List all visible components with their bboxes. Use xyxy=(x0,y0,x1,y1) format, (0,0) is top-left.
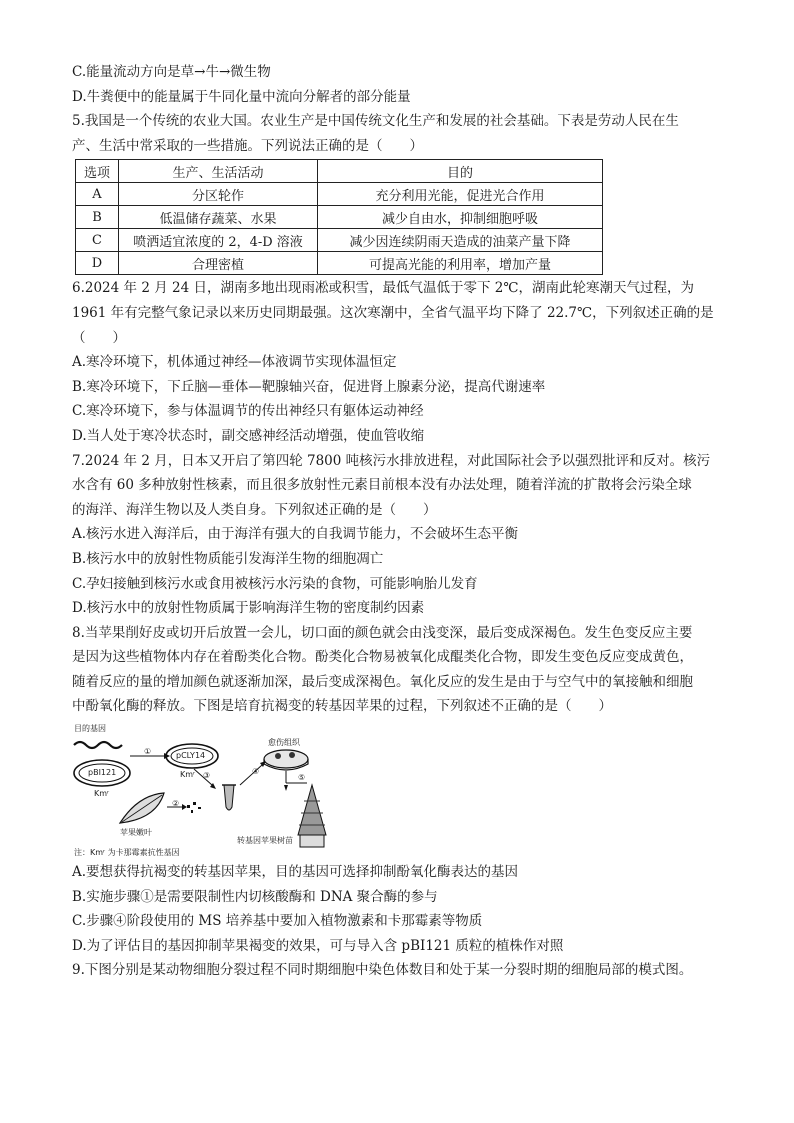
table-cell: B xyxy=(76,206,119,229)
table-cell: 低温储存蔬菜、水果 xyxy=(119,206,318,229)
question-stem: 8.当苹果削好皮或切开后放置一会儿，切口面的颜色就会由浅变深，最后变成深褐色。发生色变反应主要 xyxy=(72,624,693,641)
figure-note: 注：Kmʳ 为卡那霉素抗性基因 xyxy=(74,848,180,858)
transgenic-apple-figure xyxy=(72,723,332,858)
option-line: A.核污水进入海洋后，由于海洋有强大的自我调节能力，不会破坏生态平衡 xyxy=(72,526,519,543)
table-row xyxy=(76,183,603,206)
option-line: D.为了评估目的基因抑制苹果褐变的效果，可与导入含 pBI121 质粒的植株作对照 xyxy=(72,937,564,954)
question-stem: 5.我国是一个传统的农业大国。农业生产是中国传统文化生产和发展的社会基础。下表是劳动人民在生 xyxy=(72,113,679,130)
table-header: 生产、生活活动 xyxy=(119,160,318,183)
question-stem: 产、生活中常采取的一些措施。下列说法正确的是（ ） xyxy=(72,137,423,154)
option-line: C.寒冷环境下，参与体温调节的传出神经只有躯体运动神经 xyxy=(72,403,424,420)
measures-table xyxy=(75,159,603,275)
table-cell: 减少自由水，抑制细胞呼吸 xyxy=(318,206,603,229)
question-stem: 随着反应的量的增加颜色就逐渐加深，最后变成深褐色。氧化反应的发生是由于与空气中的氧接触和细胞 xyxy=(72,673,693,690)
question-stem: 6.2024 年 2 月 24 日，湖南多地出现雨凇或积雪，最低气温低于零下 2℃，湖南此轮寒潮天气过程，为 xyxy=(72,280,694,297)
question-stem: 9.下图分别是某动物细胞分裂过程不同时期细胞中染色体数目和处于某一分裂时期的细胞局部的模式图。 xyxy=(72,962,693,979)
table-cell: 分区轮作 xyxy=(119,183,318,206)
option-line: D.牛粪便中的能量属于牛同化量中流向分解者的部分能量 xyxy=(72,88,411,105)
option-line: B.寒冷环境下，下丘脑—垂体—靶腺轴兴奋，促进肾上腺素分泌，提高代谢速率 xyxy=(72,378,546,395)
table-cell: 减少因连续阴雨天造成的油菜产量下降 xyxy=(318,229,603,252)
option-line: A.寒冷环境下，机体通过神经—体液调节实现体温恒定 xyxy=(72,354,397,371)
table-cell: 充分利用光能，促进光合作用 xyxy=(318,183,603,206)
option-line: C.步骤④阶段使用的 MS 培养基中要加入植物激素和卡那霉素等物质 xyxy=(72,913,483,930)
step-label: ③ xyxy=(203,771,211,781)
question-stem: 中酚氧化酶的释放。下图是培育抗褐变的转基因苹果的过程，下列叙述不正确的是（ ） xyxy=(72,698,612,715)
target-gene-label: 目的基因 xyxy=(74,724,106,734)
option-line: D.核污水中的放射性物质属于影响海洋生物的密度制约因素 xyxy=(72,600,425,617)
question-stem: 的海洋、海洋生物以及人类自身。下列叙述正确的是（ ） xyxy=(72,501,437,518)
option-line: D.当人处于寒冷状态时，副交感神经活动增强，使血管收缩 xyxy=(72,427,425,444)
option-line: A.要想获得抗褐变的转基因苹果，目的基因可选择抑制酚氧化酶表达的基因 xyxy=(72,864,519,881)
marker-label: Kmʳ xyxy=(180,770,196,780)
step-label: ④ xyxy=(252,767,260,777)
step-label: ⑤ xyxy=(298,773,306,783)
plasmid-label: pBI121 xyxy=(88,768,117,778)
plasmid-label: pCLY14 xyxy=(176,751,206,761)
question-stem: 1961 年有完整气象记录以来历史同期最强。这次寒潮中，全省气温平均下降了 22.7℃，下列叙述正确的是 xyxy=(72,304,714,321)
table-cell: D xyxy=(76,252,119,275)
table-header: 选项 xyxy=(76,160,119,183)
table-cell: A xyxy=(76,183,119,206)
option-line: B.核污水中的放射性物质能引发海洋生物的细胞凋亡 xyxy=(72,550,384,567)
seedling-label: 转基因苹果树苗 xyxy=(237,836,293,846)
marker-label: Kmʳ xyxy=(94,789,110,799)
exam-page xyxy=(72,60,722,983)
step-label: ① xyxy=(144,747,152,757)
leaf-label: 苹果嫩叶 xyxy=(120,828,152,838)
table-header-row xyxy=(76,160,603,183)
table-row xyxy=(76,252,603,275)
option-line: C.能量流动方向是草→牛→微生物 xyxy=(72,64,271,80)
callus-label: 愈伤组织 xyxy=(268,738,300,748)
question-stem: 是因为这些植物体内存在着酚类化合物。酚类化合物易被氧化成醌类化合物，即发生变色反应变成黄色， xyxy=(72,649,693,666)
table-cell: 可提高光能的利用率，增加产量 xyxy=(318,252,603,275)
option-line: C.孕妇接触到核污水或食用被核污水污染的食物，可能影响胎儿发育 xyxy=(72,575,478,592)
question-stem: （ ） xyxy=(72,329,126,346)
table-row xyxy=(76,206,603,229)
step-label: ② xyxy=(172,799,180,809)
option-line: B.实施步骤①是需要限制性内切核酸酶和 DNA 聚合酶的参与 xyxy=(72,888,438,905)
table-header: 目的 xyxy=(318,160,603,183)
question-stem: 7.2024 年 2 月，日本又开启了第四轮 7800 吨核污水排放进程，对此国际社会予以强烈批评和反对。核污 xyxy=(72,452,711,469)
table-row xyxy=(76,229,603,252)
table-cell: C xyxy=(76,229,119,252)
table-cell: 喷洒适宜浓度的 2，4-D 溶液 xyxy=(119,229,318,252)
question-stem: 水含有 60 多种放射性核素，而且很多放射性元素目前根本没有办法处理，随着洋流的扩散将会污染全球 xyxy=(72,477,692,494)
table-cell: 合理密植 xyxy=(119,252,318,275)
